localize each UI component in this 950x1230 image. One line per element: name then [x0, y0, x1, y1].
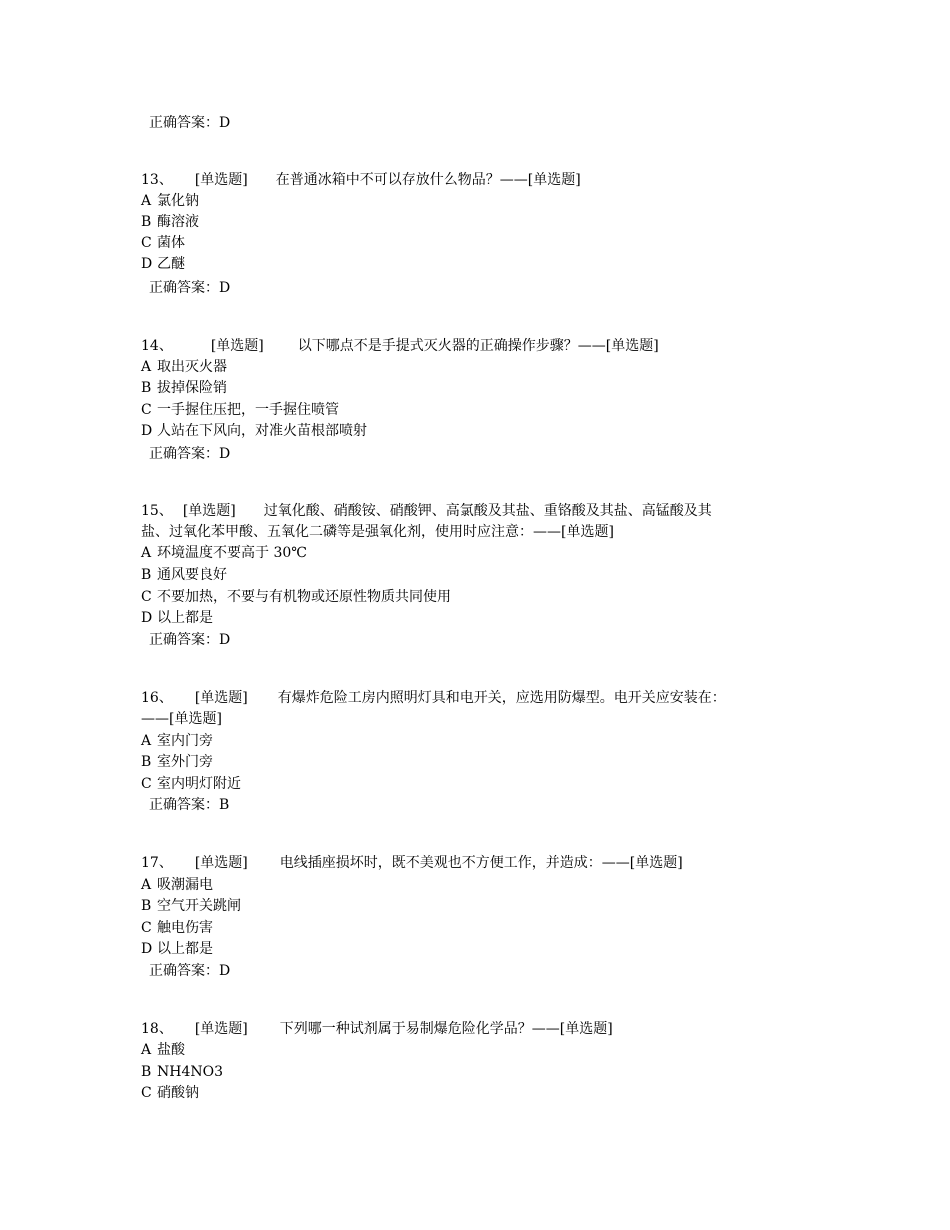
option-text: 室内明灯附近 [157, 776, 241, 792]
option-line [141, 896, 241, 917]
option-line [141, 1040, 185, 1061]
question-type: [单选题] [194, 172, 248, 188]
option-line [141, 752, 213, 773]
question-type: [单选题] [194, 855, 248, 871]
question-text-continued: 盐、过氧化苯甲酸、五氧化二磷等是强氧化剂，使用时应注意：——[单选题] [141, 524, 614, 540]
option-letter: C [141, 920, 152, 936]
option-text: 盐酸 [157, 1042, 185, 1058]
option-text: 人站在下风向，对准火苗根部喷射 [157, 423, 367, 439]
option-text: 以上都是 [157, 941, 213, 957]
question-13-header [141, 170, 581, 191]
question-text: 过氧化酸、硝酸铵、硝酸钾、高氯酸及其盐、重铬酸及其盐、高锰酸及其 [263, 503, 712, 519]
option-line [141, 774, 241, 795]
option-text: 硝酸钠 [157, 1085, 199, 1101]
option-letter: A [141, 877, 152, 893]
option-letter: A [141, 359, 152, 375]
option-line [141, 587, 451, 608]
question-type: [单选题] [194, 690, 248, 706]
option-line [141, 212, 199, 233]
option-letter: C [141, 402, 152, 418]
option-letter: D [141, 423, 153, 439]
option-letter: B [141, 567, 152, 583]
answer-line: 正确答案：D [149, 280, 231, 296]
option-letter: A [141, 193, 152, 209]
option-line [141, 1062, 223, 1083]
question-text: 在普通冰箱中不可以存放什么物品？——[单选题] [275, 172, 581, 188]
option-letter: B [141, 380, 152, 396]
option-letter: A [141, 1042, 152, 1058]
option-letter: C [141, 235, 152, 251]
question-14-header [141, 336, 659, 357]
option-letter: B [141, 1064, 152, 1080]
option-text: 取出灭火器 [157, 359, 227, 375]
question-type: [单选题] [210, 338, 264, 354]
question-17-header [141, 853, 683, 874]
question-text: 有爆炸危险工房内照明灯具和电开关，应选用防爆型。电开关应安装在： [277, 690, 726, 706]
option-letter: A [141, 545, 152, 561]
question-number: 14、 [141, 338, 173, 354]
question-number: 16、 [141, 690, 173, 706]
option-letter: C [141, 1085, 152, 1101]
option-text: 以上都是 [157, 610, 213, 626]
option-line [141, 254, 185, 275]
option-line [141, 918, 213, 939]
option-letter: D [141, 610, 153, 626]
option-text: 氯化钠 [157, 193, 199, 209]
option-line [141, 608, 213, 629]
question-number: 18、 [141, 1021, 173, 1037]
answer-line: 正确答案：D [149, 632, 231, 648]
option-letter: C [141, 776, 152, 792]
option-letter: C [141, 589, 152, 605]
option-line [141, 731, 213, 752]
option-text: 拔掉保险销 [157, 380, 227, 396]
question-number: 13、 [141, 172, 173, 188]
option-text: 吸潮漏电 [157, 877, 213, 893]
question-type: [单选题] [194, 1021, 248, 1037]
option-line [141, 543, 307, 564]
option-letter: B [141, 898, 152, 914]
option-line [141, 400, 339, 421]
option-letter: B [141, 754, 152, 770]
answer-line: 正确答案：D [149, 446, 231, 462]
answer-line: 正确答案：D [149, 963, 231, 979]
option-text: NH4NO3 [157, 1064, 224, 1080]
option-letter: B [141, 214, 152, 230]
question-text-continued: ——[单选题] [141, 711, 222, 727]
option-line [141, 378, 227, 399]
question-15-header [141, 501, 712, 522]
option-text: 不要加热，不要与有机物或还原性物质共同使用 [157, 589, 451, 605]
option-text: 菌体 [157, 235, 185, 251]
option-line [141, 875, 213, 896]
option-line [141, 939, 213, 960]
option-line [141, 357, 227, 378]
question-text: 电线插座损坏时，既不美观也不方便工作，并造成：——[单选题] [279, 855, 683, 871]
option-line [141, 191, 199, 212]
option-text: 触电伤害 [157, 920, 213, 936]
option-text: 室内门旁 [157, 733, 213, 749]
option-line [141, 565, 227, 586]
option-text: 室外门旁 [157, 754, 213, 770]
option-line [141, 233, 185, 254]
option-line [141, 1083, 199, 1104]
option-letter: A [141, 733, 152, 749]
option-letter: D [141, 256, 153, 272]
option-text: 环境温度不要高于 30℃ [157, 545, 307, 561]
question-number: 17、 [141, 855, 173, 871]
question-text: 下列哪一种试剂属于易制爆危险化学品？——[单选题] [279, 1021, 613, 1037]
question-number: 15、 [141, 503, 173, 519]
option-letter: D [141, 941, 153, 957]
option-text: 通风要良好 [157, 567, 227, 583]
question-18-header [141, 1019, 613, 1040]
question-16-header [141, 688, 726, 709]
question-text: 以下哪点不是手提式灭火器的正确操作步骤？——[单选题] [297, 338, 659, 354]
option-text: 酶溶液 [157, 214, 199, 230]
question-type: [单选题] [182, 503, 236, 519]
option-line [141, 421, 367, 442]
answer-line: 正确答案：B [149, 797, 230, 813]
answer-line: 正确答案：D [149, 115, 231, 131]
option-text: 乙醚 [157, 256, 185, 272]
option-text: 一手握住压把，一手握住喷管 [157, 402, 339, 418]
option-text: 空气开关跳闸 [157, 898, 241, 914]
